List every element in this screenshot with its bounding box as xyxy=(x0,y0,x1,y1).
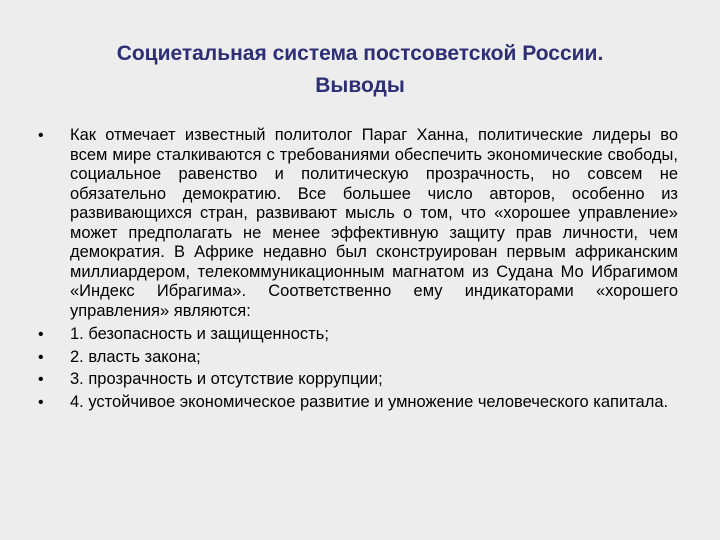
bullet-text: 3. прозрачность и отсутствие коррупции; xyxy=(70,370,383,388)
bullet-item xyxy=(38,393,678,413)
bullet-item xyxy=(38,348,678,368)
bullet-text: 4. устойчивое экономическое развитие и умножение человеческого капитала. xyxy=(70,392,669,411)
bullet-list xyxy=(38,126,678,415)
bullet-text: 2. власть закона; xyxy=(70,347,201,366)
bullet-item xyxy=(38,325,678,345)
bullet-icon: • xyxy=(38,393,44,411)
bullet-text: Как отмечает известный политолог Параг Ханна, политические лидеры во всем мире сталкиваются с требованиями обеспечить экономические свободы, социальное равенство и политическую прозрачность, но совсем не обязательно демократию. Все большее число авторов, особенно из развивающихся стран, развивают мысль о том, что «хорошее управление» может предполагать не менее эффективную защиту прав личности, чем демократия. В Африке недавно был сконструирован первым африканским миллиардером, телекоммуникационным магнатом из Судана Мо Ибрагимом «Индекс Ибрагима». Соответственно ему индикаторами «хорошего управления» являются: xyxy=(70,126,678,320)
bullet-icon: • xyxy=(38,348,44,366)
bullet-text: 1. безопасность и защищенность; xyxy=(70,325,329,343)
bullet-item xyxy=(38,370,678,390)
bullet-item xyxy=(38,126,678,321)
slide-title xyxy=(60,38,660,102)
slide-title-line-1: Социетальная система постсоветской России. xyxy=(116,42,604,65)
bullet-icon: • xyxy=(38,326,44,343)
slide-title-line-2: Выводы xyxy=(315,74,405,97)
bullet-icon: • xyxy=(38,127,44,144)
bullet-icon: • xyxy=(38,371,44,388)
